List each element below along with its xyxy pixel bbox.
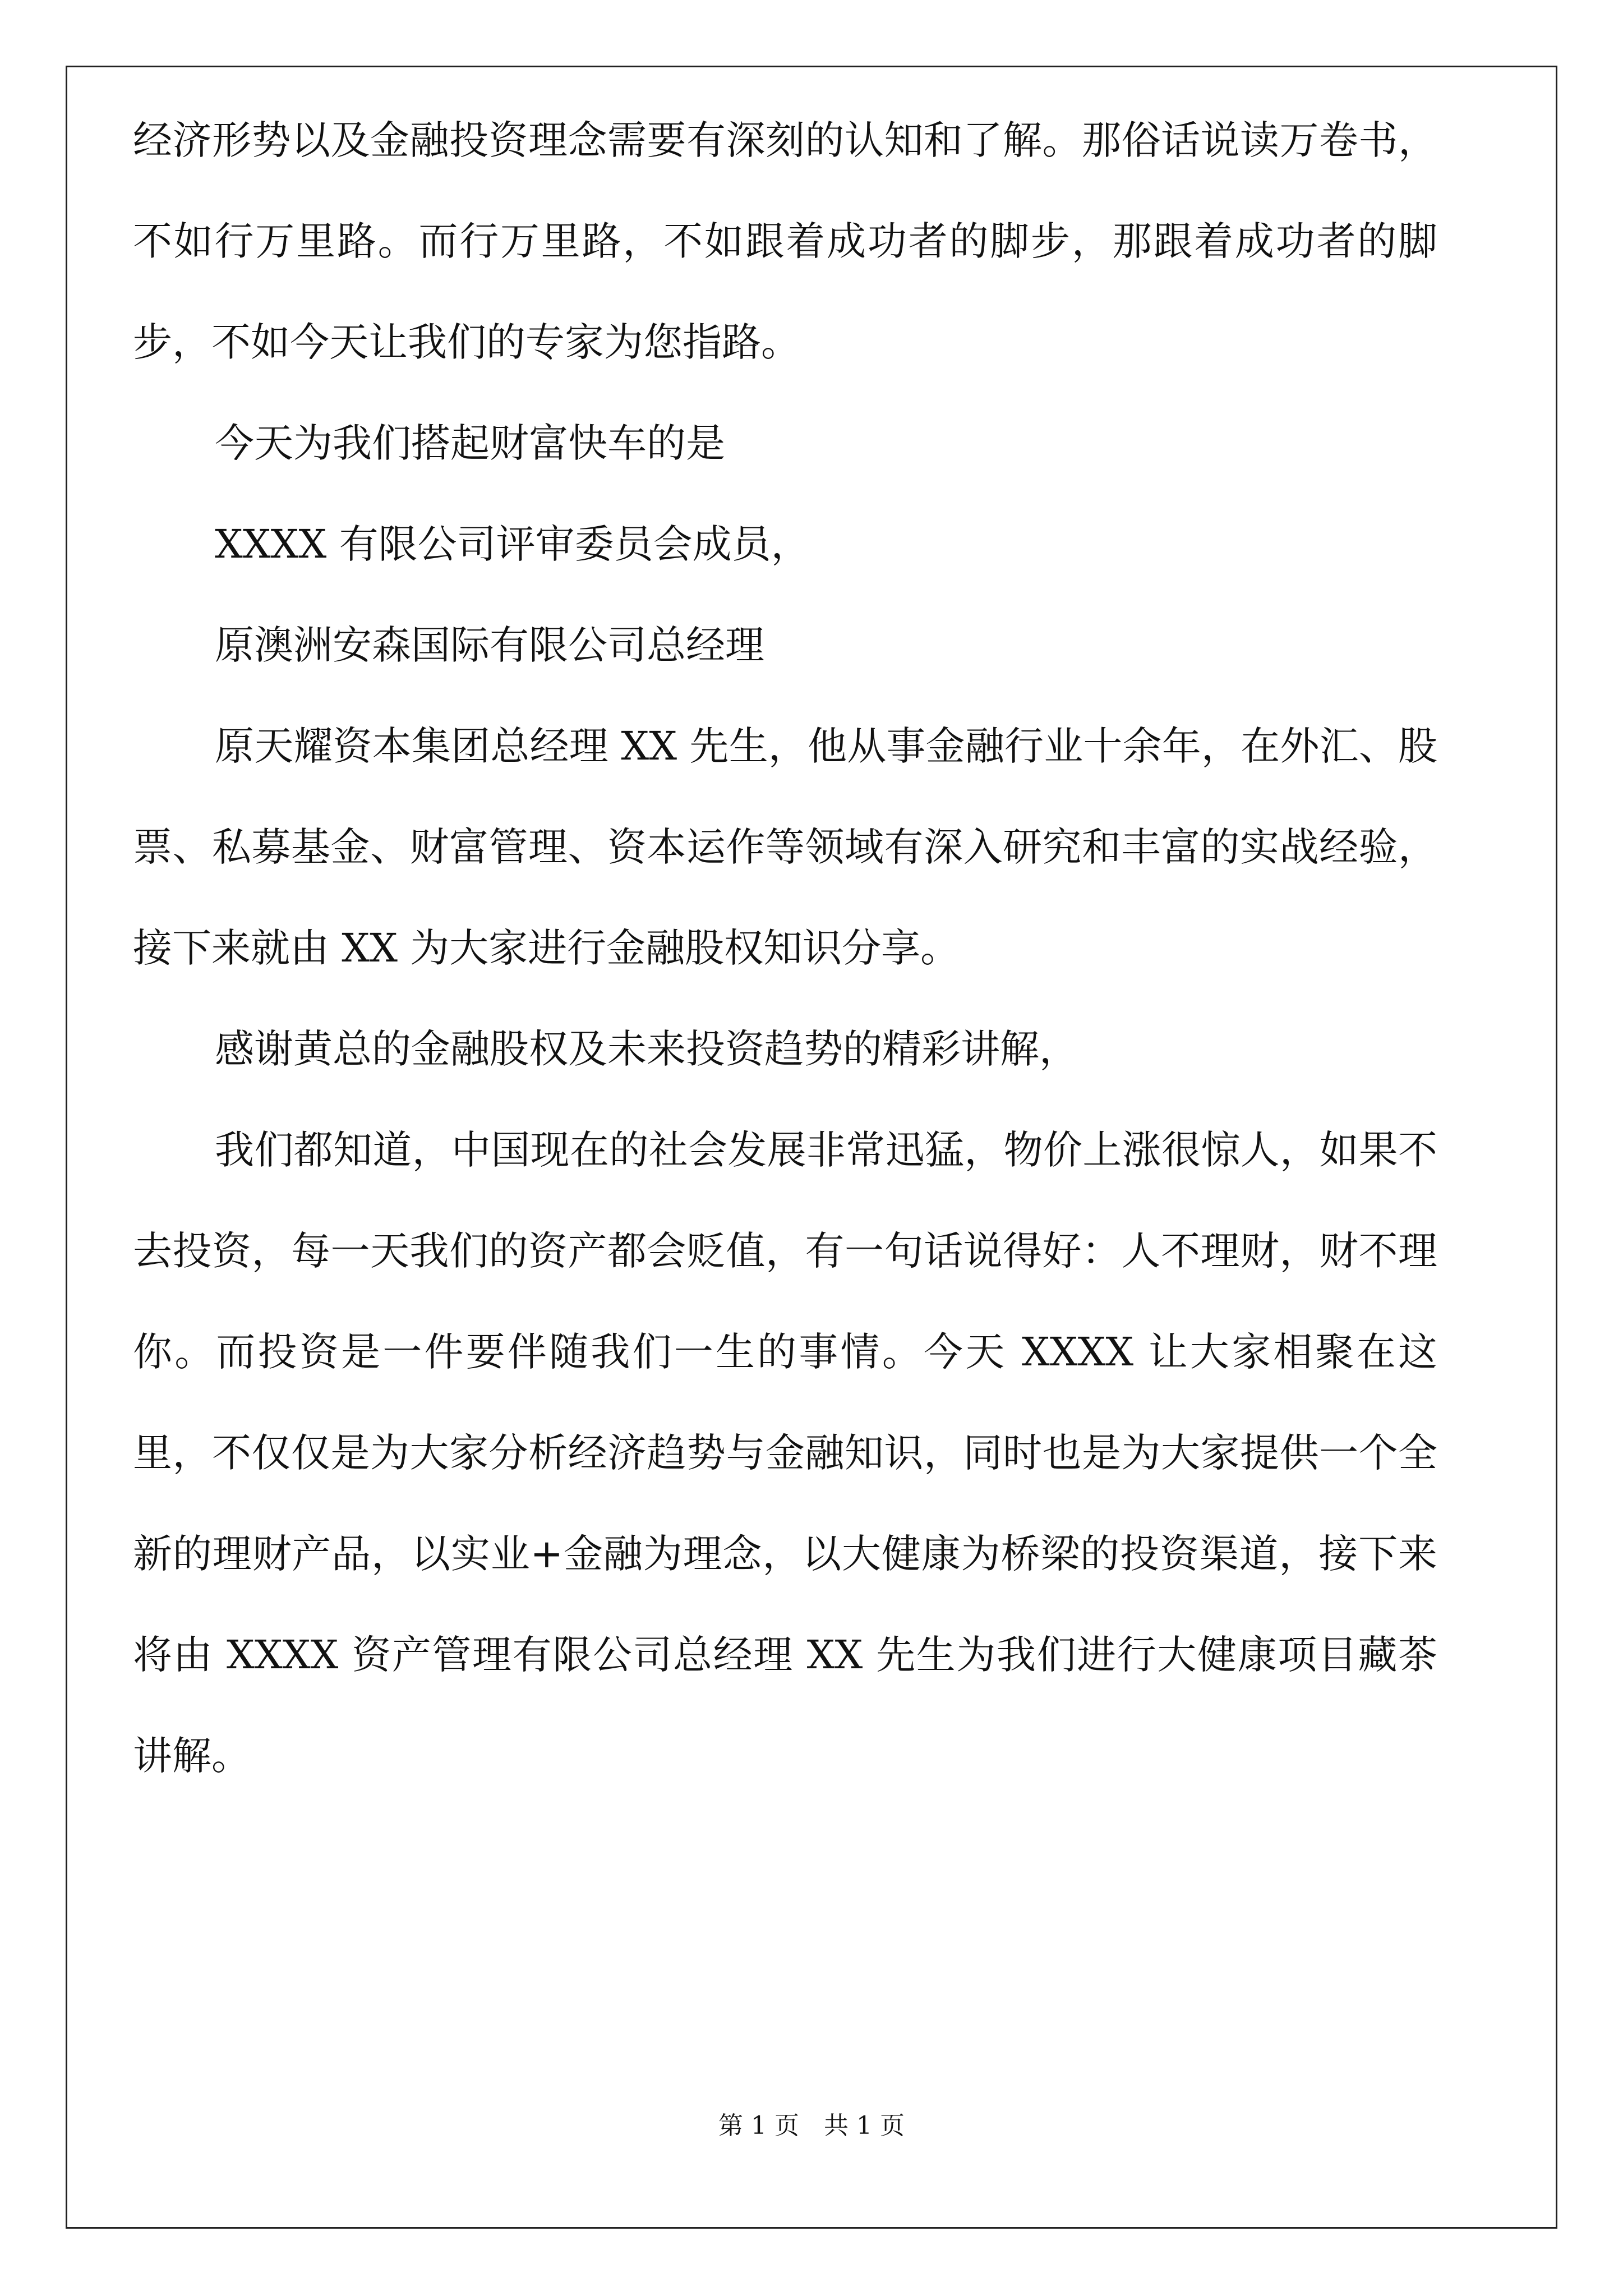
paragraph-3: XXXX 有限公司评审委员会成员， [215, 521, 810, 567]
page-footer: 第 1 页 共 1 页 [718, 2111, 905, 2140]
paragraph-4: 原澳洲安森国际有限公司总经理 [215, 622, 764, 668]
document-body [133, 90, 1437, 1806]
paragraph-2: 今天为我们搭起财富快车的是 [215, 420, 725, 466]
paragraph-1: 经济形势以及金融投资理念需要有深刻的认知和了解。那俗话说读万卷书，不如行万里路。而行万里路，不如跟着成功者的脚步，那跟着成功者的脚步，不如今天让我们的专家为您指路。 [133, 117, 1437, 365]
paragraph-6: 感谢黄总的金融股权及未来投资趋势的精彩讲解， [215, 1026, 1078, 1072]
paragraph-5: 原天耀资本集团总经理 XX 先生，他从事金融行业十余年，在外汇、股票、私募基金、财富管理、资本运作等领域有深入研究和丰富的实战经验，接下来就由 XX 为大家进行金融股权知识分享。 [133, 723, 1437, 971]
paragraph-7: 我们都知道，中国现在的社会发展非常迅猛，物价上涨很惊人，如果不去投资，每一天我们的资产都会贬值，有一句话说得好：人不理财，财不理你。而投资是一件要伴随我们一生的事情。今天 XXXX 让大家相聚在这里，不仅仅是为大家分析经济趋势与金融知识，同时也是为大家提供一个全新的理财产品，以实业+金融为理念，以大健康为桥梁的投资渠道，接下来将由 XXXX 资产管理有限公司总经理 XX 先生为我们进行大健康项目藏茶讲解。 [133, 1127, 1437, 1779]
